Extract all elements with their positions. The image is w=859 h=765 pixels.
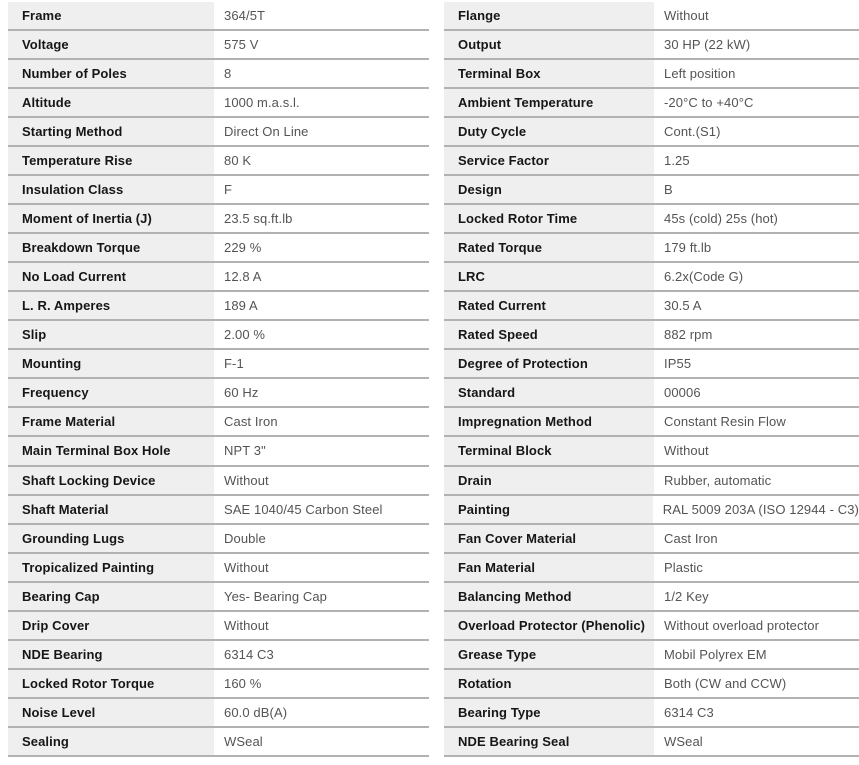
spec-row bbox=[8, 379, 429, 408]
spec-label: Drain bbox=[444, 467, 654, 494]
spec-row bbox=[8, 263, 429, 292]
spec-value: 60 Hz bbox=[224, 385, 259, 401]
spec-label: Balancing Method bbox=[444, 583, 654, 610]
spec-value: 30 HP (22 kW) bbox=[664, 37, 751, 53]
spec-row bbox=[444, 176, 859, 205]
spec-row bbox=[444, 2, 859, 31]
spec-row bbox=[444, 89, 859, 118]
spec-label: Starting Method bbox=[8, 118, 214, 145]
spec-label: Fan Cover Material bbox=[444, 525, 654, 552]
spec-label: Impregnation Method bbox=[444, 408, 654, 435]
spec-value: 1/2 Key bbox=[664, 588, 709, 604]
spec-label: Insulation Class bbox=[8, 176, 214, 203]
spec-value: 23.5 sq.ft.lb bbox=[224, 211, 293, 227]
spec-label: Duty Cycle bbox=[444, 118, 654, 145]
spec-label: Flange bbox=[444, 2, 654, 29]
spec-value: 575 V bbox=[224, 37, 259, 53]
spec-row bbox=[444, 554, 859, 583]
spec-row bbox=[8, 699, 429, 728]
spec-value: 882 rpm bbox=[664, 327, 713, 343]
spec-value: B bbox=[664, 182, 673, 198]
spec-value: WSeal bbox=[664, 733, 703, 749]
spec-value: WSeal bbox=[224, 733, 263, 749]
spec-label: Rated Current bbox=[444, 292, 654, 319]
spec-value: IP55 bbox=[664, 356, 692, 372]
spec-label: Slip bbox=[8, 321, 214, 348]
spec-label: Frame Material bbox=[8, 408, 214, 435]
spec-label: Grease Type bbox=[444, 641, 654, 668]
spec-label: Painting bbox=[444, 496, 653, 523]
spec-row bbox=[444, 31, 859, 60]
spec-row bbox=[444, 379, 859, 408]
spec-label: Overload Protector (Phenolic) bbox=[444, 612, 654, 639]
spec-value: Without bbox=[224, 559, 269, 575]
spec-value: Yes- Bearing Cap bbox=[224, 588, 328, 604]
spec-value: Without overload protector bbox=[664, 617, 820, 633]
spec-value: Rubber, automatic bbox=[664, 472, 772, 488]
spec-label: Service Factor bbox=[444, 147, 654, 174]
spec-row bbox=[8, 118, 429, 147]
spec-value: 160 % bbox=[224, 675, 262, 691]
spec-label: Bearing Cap bbox=[8, 583, 214, 610]
spec-value: Without bbox=[224, 617, 269, 633]
spec-label: Shaft Material bbox=[8, 496, 214, 523]
spec-row bbox=[444, 670, 859, 699]
spec-label: NDE Bearing Seal bbox=[444, 728, 654, 755]
spec-value: 12.8 A bbox=[224, 269, 262, 285]
spec-label: Temperature Rise bbox=[8, 147, 214, 174]
spec-value: RAL 5009 203A (ISO 12944 - C3) bbox=[662, 501, 859, 517]
spec-row bbox=[8, 350, 429, 379]
spec-row bbox=[444, 292, 859, 321]
spec-label: L. R. Amperes bbox=[8, 292, 214, 319]
spec-label: Design bbox=[444, 176, 654, 203]
spec-label: Drip Cover bbox=[8, 612, 214, 639]
spec-value: 45s (cold) 25s (hot) bbox=[664, 211, 778, 227]
spec-row bbox=[444, 147, 859, 176]
spec-row bbox=[8, 292, 429, 321]
spec-value: 364/5T bbox=[224, 8, 266, 24]
spec-value: 6314 C3 bbox=[224, 646, 274, 662]
spec-label: NDE Bearing bbox=[8, 641, 214, 668]
spec-label: Frequency bbox=[8, 379, 214, 406]
spec-label: Locked Rotor Time bbox=[444, 205, 654, 232]
spec-value: 8 bbox=[224, 66, 232, 82]
spec-value: 60.0 dB(A) bbox=[224, 704, 288, 720]
spec-label: Noise Level bbox=[8, 699, 214, 726]
spec-value: 1.25 bbox=[664, 153, 690, 169]
spec-value: 2.00 % bbox=[224, 327, 266, 343]
spec-label: Bearing Type bbox=[444, 699, 654, 726]
spec-label: Sealing bbox=[8, 728, 214, 755]
spec-value: Cast Iron bbox=[224, 414, 278, 430]
spec-value: -20°C to +40°C bbox=[664, 95, 754, 111]
spec-row bbox=[444, 583, 859, 612]
spec-label: Rated Speed bbox=[444, 321, 654, 348]
spec-row bbox=[444, 641, 859, 670]
spec-row bbox=[8, 89, 429, 118]
spec-label: Degree of Protection bbox=[444, 350, 654, 377]
spec-row bbox=[444, 467, 859, 496]
spec-value: 6.2x(Code G) bbox=[664, 269, 744, 285]
spec-row bbox=[8, 467, 429, 496]
spec-row bbox=[8, 583, 429, 612]
spec-row bbox=[444, 321, 859, 350]
spec-value: Constant Resin Flow bbox=[664, 414, 786, 430]
spec-row bbox=[8, 641, 429, 670]
spec-label: Voltage bbox=[8, 31, 214, 58]
spec-value: 1000 m.a.s.l. bbox=[224, 95, 300, 111]
spec-table-left bbox=[8, 2, 429, 757]
spec-label: Tropicalized Painting bbox=[8, 554, 214, 581]
spec-label: LRC bbox=[444, 263, 654, 290]
spec-label: Terminal Box bbox=[444, 60, 654, 87]
spec-label: Frame bbox=[8, 2, 214, 29]
spec-row bbox=[8, 176, 429, 205]
spec-value: Both (CW and CCW) bbox=[664, 675, 787, 691]
spec-row bbox=[8, 205, 429, 234]
spec-value: Cont.(S1) bbox=[664, 124, 721, 140]
spec-row bbox=[444, 437, 859, 466]
spec-label: Fan Material bbox=[444, 554, 654, 581]
spec-row bbox=[444, 234, 859, 263]
spec-row bbox=[8, 31, 429, 60]
spec-row bbox=[8, 408, 429, 437]
spec-value: F-1 bbox=[224, 356, 244, 372]
spec-value: Without bbox=[664, 8, 709, 24]
spec-label: Shaft Locking Device bbox=[8, 467, 214, 494]
spec-row bbox=[444, 612, 859, 641]
spec-row bbox=[444, 263, 859, 292]
spec-row bbox=[444, 728, 859, 757]
spec-label: Standard bbox=[444, 379, 654, 406]
spec-value: Without bbox=[224, 472, 269, 488]
spec-label: Altitude bbox=[8, 89, 214, 116]
spec-value: SAE 1040/45 Carbon Steel bbox=[224, 501, 383, 517]
spec-label: Breakdown Torque bbox=[8, 234, 214, 261]
spec-value: 229 % bbox=[224, 240, 262, 256]
spec-label: Moment of Inertia (J) bbox=[8, 205, 214, 232]
spec-row bbox=[444, 205, 859, 234]
spec-label: Ambient Temperature bbox=[444, 89, 654, 116]
spec-value: F bbox=[224, 182, 233, 198]
spec-label: Rotation bbox=[444, 670, 654, 697]
spec-row bbox=[8, 147, 429, 176]
spec-value: 179 ft.lb bbox=[664, 240, 712, 256]
spec-value: Plastic bbox=[664, 559, 703, 575]
spec-row bbox=[444, 525, 859, 554]
spec-row bbox=[8, 321, 429, 350]
spec-label: Mounting bbox=[8, 350, 214, 377]
spec-row bbox=[444, 699, 859, 728]
spec-label: Grounding Lugs bbox=[8, 525, 214, 552]
spec-row bbox=[8, 728, 429, 757]
spec-value: 00006 bbox=[664, 385, 701, 401]
spec-value: 30.5 A bbox=[664, 298, 702, 314]
spec-value: 189 A bbox=[224, 298, 258, 314]
spec-row bbox=[444, 60, 859, 89]
spec-value: Double bbox=[224, 530, 266, 546]
spec-value: Cast Iron bbox=[664, 530, 718, 546]
spec-row bbox=[8, 437, 429, 466]
spec-row bbox=[8, 234, 429, 263]
spec-label: Locked Rotor Torque bbox=[8, 670, 214, 697]
spec-value: NPT 3" bbox=[224, 443, 266, 459]
spec-row bbox=[8, 670, 429, 699]
spec-row bbox=[8, 496, 429, 525]
spec-label: Main Terminal Box Hole bbox=[8, 437, 214, 464]
spec-value: 6314 C3 bbox=[664, 704, 714, 720]
spec-row bbox=[444, 118, 859, 147]
spec-row bbox=[8, 612, 429, 641]
spec-row bbox=[8, 60, 429, 89]
spec-value: Without bbox=[664, 443, 709, 459]
spec-row bbox=[444, 350, 859, 379]
spec-value: Direct On Line bbox=[224, 124, 309, 140]
spec-value: Left position bbox=[664, 66, 736, 82]
spec-value: 80 K bbox=[224, 153, 252, 169]
spec-label: Number of Poles bbox=[8, 60, 214, 87]
spec-row bbox=[8, 2, 429, 31]
spec-row bbox=[444, 408, 859, 437]
spec-label: Rated Torque bbox=[444, 234, 654, 261]
spec-label: Output bbox=[444, 31, 654, 58]
spec-label: No Load Current bbox=[8, 263, 214, 290]
spec-row bbox=[8, 525, 429, 554]
spec-table-right bbox=[444, 2, 859, 757]
spec-row bbox=[8, 554, 429, 583]
spec-row bbox=[444, 496, 859, 525]
spec-value: Mobil Polyrex EM bbox=[664, 646, 767, 662]
spec-label: Terminal Block bbox=[444, 437, 654, 464]
